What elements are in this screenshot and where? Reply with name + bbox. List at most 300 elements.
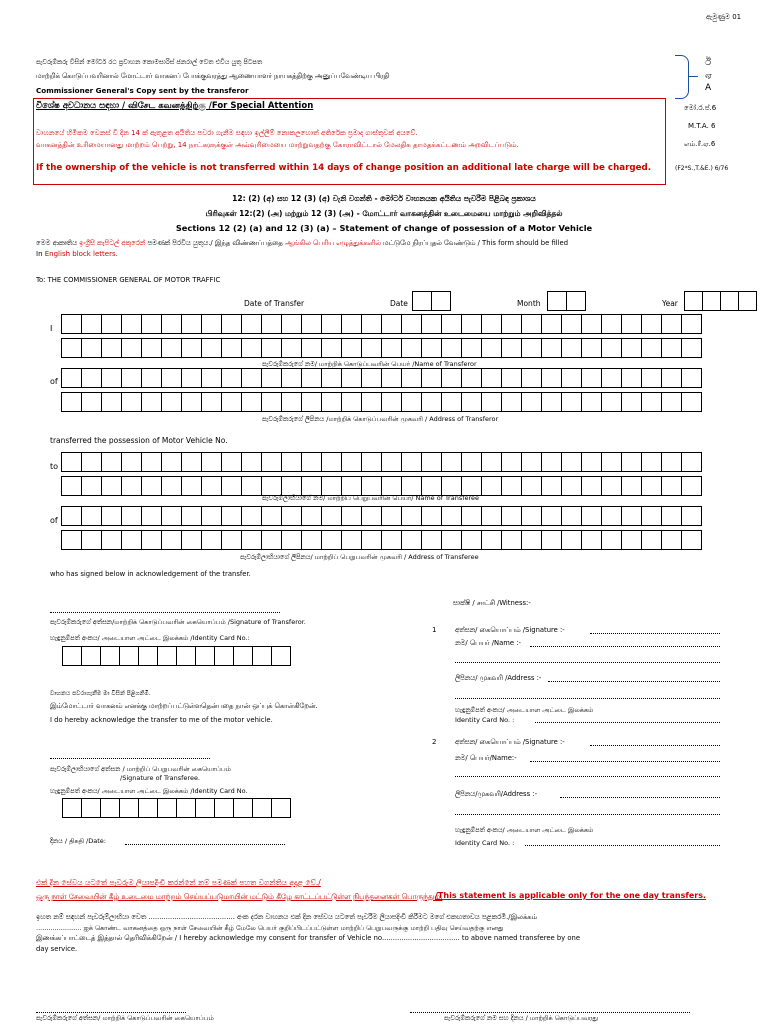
date-input[interactable] xyxy=(412,291,450,311)
letter-box[interactable] xyxy=(321,314,342,334)
letter-box[interactable] xyxy=(281,368,302,388)
letter-box[interactable] xyxy=(271,646,291,666)
letter-box[interactable] xyxy=(681,338,702,358)
letter-box[interactable] xyxy=(101,368,122,388)
letter-box[interactable] xyxy=(421,338,442,358)
letter-box[interactable] xyxy=(401,530,422,550)
letter-box[interactable] xyxy=(421,476,442,496)
letter-box[interactable] xyxy=(221,392,242,412)
letter-box[interactable] xyxy=(181,314,202,334)
letter-box[interactable] xyxy=(181,506,202,526)
letter-box[interactable] xyxy=(281,506,302,526)
letter-box[interactable] xyxy=(221,506,242,526)
letter-box[interactable] xyxy=(321,392,342,412)
letter-box[interactable] xyxy=(441,314,462,334)
witness-1-name-line-2[interactable] xyxy=(455,662,720,663)
letter-box[interactable] xyxy=(61,392,82,412)
letter-box[interactable] xyxy=(141,476,162,496)
letter-box[interactable] xyxy=(101,314,122,334)
witness-2-address-line-2[interactable] xyxy=(455,814,720,815)
letter-box[interactable] xyxy=(301,314,322,334)
letter-box[interactable] xyxy=(101,476,122,496)
transferee-address-row-1[interactable] xyxy=(61,506,701,526)
letter-box[interactable] xyxy=(401,392,422,412)
letter-box[interactable] xyxy=(481,314,502,334)
letter-box[interactable] xyxy=(681,368,702,388)
letter-box[interactable] xyxy=(61,452,82,472)
letter-box[interactable] xyxy=(261,368,282,388)
transferor-id-input[interactable] xyxy=(62,646,290,666)
letter-box[interactable] xyxy=(161,368,182,388)
letter-box[interactable] xyxy=(100,646,120,666)
letter-box[interactable] xyxy=(141,368,162,388)
letter-box[interactable] xyxy=(501,506,522,526)
letter-box[interactable] xyxy=(541,476,562,496)
letter-box[interactable] xyxy=(461,506,482,526)
letter-box[interactable] xyxy=(481,338,502,358)
letter-box[interactable] xyxy=(461,338,482,358)
letter-box[interactable] xyxy=(361,530,382,550)
letter-box[interactable] xyxy=(100,798,120,818)
letter-box[interactable] xyxy=(301,476,322,496)
letter-box[interactable] xyxy=(401,452,422,472)
letter-box[interactable] xyxy=(641,452,662,472)
letter-box[interactable] xyxy=(341,338,362,358)
letter-box[interactable] xyxy=(157,646,177,666)
letter-box[interactable] xyxy=(119,798,139,818)
letter-box[interactable] xyxy=(401,338,422,358)
transferor-address-row-1[interactable] xyxy=(61,368,701,388)
letter-box[interactable] xyxy=(661,476,682,496)
letter-box[interactable] xyxy=(261,452,282,472)
letter-box[interactable] xyxy=(181,368,202,388)
letter-box[interactable] xyxy=(341,368,362,388)
letter-box[interactable] xyxy=(321,506,342,526)
letter-box[interactable] xyxy=(441,338,462,358)
letter-box[interactable] xyxy=(61,506,82,526)
letter-box[interactable] xyxy=(138,798,158,818)
letter-box[interactable] xyxy=(541,314,562,334)
letter-box[interactable] xyxy=(421,530,442,550)
letter-box[interactable] xyxy=(501,392,522,412)
letter-box[interactable] xyxy=(381,452,402,472)
letter-box[interactable] xyxy=(541,506,562,526)
letter-box[interactable] xyxy=(621,392,642,412)
letter-box[interactable] xyxy=(381,530,402,550)
letter-box[interactable] xyxy=(81,392,102,412)
letter-box[interactable] xyxy=(214,798,234,818)
letter-box[interactable] xyxy=(481,506,502,526)
letter-box[interactable] xyxy=(681,530,702,550)
letter-box[interactable] xyxy=(61,368,82,388)
letter-box[interactable] xyxy=(501,452,522,472)
letter-box[interactable] xyxy=(581,452,602,472)
letter-box[interactable] xyxy=(661,506,682,526)
letter-box[interactable] xyxy=(581,476,602,496)
letter-box[interactable] xyxy=(141,392,162,412)
letter-box[interactable] xyxy=(461,392,482,412)
letter-box[interactable] xyxy=(81,314,102,334)
letter-box[interactable] xyxy=(521,530,542,550)
letter-box[interactable] xyxy=(161,476,182,496)
letter-box[interactable] xyxy=(541,338,562,358)
letter-box[interactable] xyxy=(61,476,82,496)
letter-box[interactable] xyxy=(201,452,222,472)
letter-box[interactable] xyxy=(161,530,182,550)
letter-box[interactable] xyxy=(561,314,582,334)
letter-box[interactable] xyxy=(601,338,622,358)
letter-box[interactable] xyxy=(641,476,662,496)
letter-box[interactable] xyxy=(381,392,402,412)
letter-box[interactable] xyxy=(421,392,442,412)
letter-box[interactable] xyxy=(321,476,342,496)
letter-box[interactable] xyxy=(561,506,582,526)
letter-box[interactable] xyxy=(661,314,682,334)
consent-name-date-line[interactable] xyxy=(410,1012,690,1013)
witness-1-name-line[interactable] xyxy=(530,646,720,647)
letter-box[interactable] xyxy=(301,506,322,526)
witness-2-id-line[interactable] xyxy=(525,845,720,846)
letter-box[interactable] xyxy=(221,530,242,550)
letter-box[interactable] xyxy=(461,476,482,496)
letter-box[interactable] xyxy=(421,368,442,388)
letter-box[interactable] xyxy=(561,392,582,412)
transferor-signature-line[interactable] xyxy=(50,612,280,613)
letter-box[interactable] xyxy=(157,798,177,818)
letter-box[interactable] xyxy=(81,338,102,358)
letter-box[interactable] xyxy=(501,314,522,334)
witness-1-address-line[interactable] xyxy=(548,681,720,682)
letter-box[interactable] xyxy=(121,530,142,550)
witness-1-signature-line[interactable] xyxy=(590,633,720,634)
letter-box[interactable] xyxy=(161,338,182,358)
letter-box[interactable] xyxy=(521,392,542,412)
letter-box[interactable] xyxy=(441,392,462,412)
date-line[interactable] xyxy=(125,844,285,845)
letter-box[interactable] xyxy=(401,506,422,526)
letter-box[interactable] xyxy=(195,798,215,818)
letter-box[interactable] xyxy=(201,368,222,388)
witness-1-address-line-2[interactable] xyxy=(455,698,720,699)
letter-box[interactable] xyxy=(261,530,282,550)
letter-box[interactable] xyxy=(61,338,82,358)
letter-box[interactable] xyxy=(121,506,142,526)
letter-box[interactable] xyxy=(561,452,582,472)
letter-box[interactable] xyxy=(381,506,402,526)
letter-box[interactable] xyxy=(461,452,482,472)
witness-2-name-line[interactable] xyxy=(530,761,720,762)
letter-box[interactable] xyxy=(62,646,82,666)
letter-box[interactable] xyxy=(201,392,222,412)
letter-box[interactable] xyxy=(661,452,682,472)
letter-box[interactable] xyxy=(201,338,222,358)
witness-2-address-line[interactable] xyxy=(560,797,720,798)
letter-box[interactable] xyxy=(481,452,502,472)
letter-box[interactable] xyxy=(301,530,322,550)
letter-box[interactable] xyxy=(521,506,542,526)
transferee-name-row-2[interactable] xyxy=(61,476,701,496)
letter-box[interactable] xyxy=(81,452,102,472)
letter-box[interactable] xyxy=(501,476,522,496)
letter-box[interactable] xyxy=(681,452,702,472)
letter-box[interactable] xyxy=(221,368,242,388)
letter-box[interactable] xyxy=(121,392,142,412)
letter-box[interactable] xyxy=(281,338,302,358)
letter-box[interactable] xyxy=(201,314,222,334)
letter-box[interactable] xyxy=(621,368,642,388)
letter-box[interactable] xyxy=(501,530,522,550)
letter-box[interactable] xyxy=(241,338,262,358)
letter-box[interactable] xyxy=(261,392,282,412)
letter-box[interactable] xyxy=(141,530,162,550)
letter-box[interactable] xyxy=(233,798,253,818)
letter-box[interactable] xyxy=(141,314,162,334)
letter-box[interactable] xyxy=(301,392,322,412)
letter-box[interactable] xyxy=(561,368,582,388)
witness-1-id-line[interactable] xyxy=(535,722,720,723)
letter-box[interactable] xyxy=(381,476,402,496)
letter-box[interactable] xyxy=(361,368,382,388)
letter-box[interactable] xyxy=(221,338,242,358)
letter-box[interactable] xyxy=(601,452,622,472)
letter-box[interactable] xyxy=(261,314,282,334)
letter-box[interactable] xyxy=(401,476,422,496)
letter-box[interactable] xyxy=(101,530,122,550)
letter-box[interactable] xyxy=(252,798,272,818)
letter-box[interactable] xyxy=(241,506,262,526)
letter-box[interactable] xyxy=(138,646,158,666)
letter-box[interactable] xyxy=(161,452,182,472)
letter-box[interactable] xyxy=(121,452,142,472)
letter-box[interactable] xyxy=(119,646,139,666)
letter-box[interactable] xyxy=(201,506,222,526)
transferor-address-row-2[interactable] xyxy=(61,392,701,412)
letter-box[interactable] xyxy=(581,506,602,526)
letter-box[interactable] xyxy=(81,368,102,388)
letter-box[interactable] xyxy=(381,314,402,334)
witness-2-name-line-2[interactable] xyxy=(455,776,720,777)
month-input[interactable] xyxy=(547,291,585,311)
letter-box[interactable] xyxy=(361,338,382,358)
letter-box[interactable] xyxy=(321,368,342,388)
letter-box[interactable] xyxy=(101,338,122,358)
letter-box[interactable] xyxy=(421,314,442,334)
letter-box[interactable] xyxy=(421,452,442,472)
letter-box[interactable] xyxy=(441,368,462,388)
letter-box[interactable] xyxy=(195,646,215,666)
letter-box[interactable] xyxy=(161,392,182,412)
letter-box[interactable] xyxy=(361,314,382,334)
letter-box[interactable] xyxy=(176,646,196,666)
letter-box[interactable] xyxy=(421,506,442,526)
letter-box[interactable] xyxy=(521,452,542,472)
letter-box[interactable] xyxy=(581,314,602,334)
letter-box[interactable] xyxy=(261,476,282,496)
letter-box[interactable] xyxy=(621,530,642,550)
letter-box[interactable] xyxy=(541,392,562,412)
letter-box[interactable] xyxy=(241,314,262,334)
letter-box[interactable] xyxy=(341,452,362,472)
letter-box[interactable] xyxy=(241,476,262,496)
letter-box[interactable] xyxy=(233,646,253,666)
letter-box[interactable] xyxy=(121,476,142,496)
letter-box[interactable] xyxy=(401,368,422,388)
letter-box[interactable] xyxy=(581,392,602,412)
letter-box[interactable] xyxy=(641,368,662,388)
letter-box[interactable] xyxy=(361,506,382,526)
letter-box[interactable] xyxy=(621,452,642,472)
letter-box[interactable] xyxy=(441,476,462,496)
letter-box[interactable] xyxy=(161,314,182,334)
letter-box[interactable] xyxy=(81,530,102,550)
letter-box[interactable] xyxy=(481,368,502,388)
letter-box[interactable] xyxy=(201,476,222,496)
letter-box[interactable] xyxy=(341,530,362,550)
letter-box[interactable] xyxy=(641,506,662,526)
letter-box[interactable] xyxy=(321,452,342,472)
letter-box[interactable] xyxy=(541,452,562,472)
letter-box[interactable] xyxy=(521,368,542,388)
letter-box[interactable] xyxy=(281,476,302,496)
transferee-signature-line[interactable] xyxy=(50,758,210,759)
letter-box[interactable] xyxy=(201,530,222,550)
letter-box[interactable] xyxy=(661,392,682,412)
letter-box[interactable] xyxy=(561,530,582,550)
letter-box[interactable] xyxy=(661,338,682,358)
letter-box[interactable] xyxy=(681,314,702,334)
letter-box[interactable] xyxy=(341,314,362,334)
letter-box[interactable] xyxy=(601,506,622,526)
letter-box[interactable] xyxy=(141,338,162,358)
letter-box[interactable] xyxy=(341,506,362,526)
letter-box[interactable] xyxy=(181,476,202,496)
letter-box[interactable] xyxy=(521,338,542,358)
letter-box[interactable] xyxy=(521,314,542,334)
letter-box[interactable] xyxy=(221,476,242,496)
letter-box[interactable] xyxy=(361,452,382,472)
consent-signature-line[interactable] xyxy=(36,1012,186,1013)
letter-box[interactable] xyxy=(601,314,622,334)
transferee-id-input[interactable] xyxy=(62,798,290,818)
letter-box[interactable] xyxy=(581,530,602,550)
letter-box[interactable] xyxy=(281,530,302,550)
letter-box[interactable] xyxy=(261,506,282,526)
letter-box[interactable] xyxy=(176,798,196,818)
witness-2-signature-line[interactable] xyxy=(590,745,720,746)
letter-box[interactable] xyxy=(221,314,242,334)
letter-box[interactable] xyxy=(181,530,202,550)
letter-box[interactable] xyxy=(361,476,382,496)
letter-box[interactable] xyxy=(481,530,502,550)
letter-box[interactable] xyxy=(681,476,702,496)
letter-box[interactable] xyxy=(361,392,382,412)
letter-box[interactable] xyxy=(621,314,642,334)
letter-box[interactable] xyxy=(81,476,102,496)
letter-box[interactable] xyxy=(181,452,202,472)
letter-box[interactable] xyxy=(141,452,162,472)
letter-box[interactable] xyxy=(341,392,362,412)
letter-box[interactable] xyxy=(441,452,462,472)
letter-box[interactable] xyxy=(281,392,302,412)
letter-box[interactable] xyxy=(101,452,122,472)
letter-box[interactable] xyxy=(301,338,322,358)
letter-box[interactable] xyxy=(661,368,682,388)
letter-box[interactable] xyxy=(281,314,302,334)
letter-box[interactable] xyxy=(461,368,482,388)
letter-box[interactable] xyxy=(601,392,622,412)
letter-box[interactable] xyxy=(81,506,102,526)
letter-box[interactable] xyxy=(481,476,502,496)
letter-box[interactable] xyxy=(241,452,262,472)
letter-box[interactable] xyxy=(641,338,662,358)
letter-box[interactable] xyxy=(61,314,82,334)
letter-box[interactable] xyxy=(561,338,582,358)
letter-box[interactable] xyxy=(601,368,622,388)
letter-box[interactable] xyxy=(321,338,342,358)
transferor-name-row-2[interactable] xyxy=(61,338,701,358)
letter-box[interactable] xyxy=(181,392,202,412)
transferee-name-row-1[interactable] xyxy=(61,452,701,472)
letter-box[interactable] xyxy=(121,314,142,334)
letter-box[interactable] xyxy=(521,476,542,496)
letter-box[interactable] xyxy=(281,452,302,472)
letter-box[interactable] xyxy=(681,392,702,412)
letter-box[interactable] xyxy=(641,314,662,334)
letter-box[interactable] xyxy=(461,530,482,550)
letter-box[interactable] xyxy=(381,368,402,388)
letter-box[interactable] xyxy=(121,368,142,388)
letter-box[interactable] xyxy=(214,646,234,666)
letter-box[interactable] xyxy=(61,530,82,550)
letter-box[interactable] xyxy=(561,476,582,496)
letter-box[interactable] xyxy=(321,530,342,550)
letter-box[interactable] xyxy=(501,368,522,388)
transferee-address-row-2[interactable] xyxy=(61,530,701,550)
letter-box[interactable] xyxy=(541,368,562,388)
letter-box[interactable] xyxy=(341,476,362,496)
letter-box[interactable] xyxy=(681,506,702,526)
letter-box[interactable] xyxy=(641,530,662,550)
letter-box[interactable] xyxy=(301,368,322,388)
letter-box[interactable] xyxy=(181,338,202,358)
letter-box[interactable] xyxy=(481,392,502,412)
letter-box[interactable] xyxy=(461,314,482,334)
letter-box[interactable] xyxy=(641,392,662,412)
letter-box[interactable] xyxy=(101,506,122,526)
letter-box[interactable] xyxy=(401,314,422,334)
letter-box[interactable] xyxy=(81,798,101,818)
letter-box[interactable] xyxy=(271,798,291,818)
letter-box[interactable] xyxy=(241,368,262,388)
letter-box[interactable] xyxy=(252,646,272,666)
letter-box[interactable] xyxy=(601,476,622,496)
year-input[interactable] xyxy=(684,291,756,311)
letter-box[interactable] xyxy=(241,530,262,550)
letter-box[interactable] xyxy=(141,506,162,526)
letter-box[interactable] xyxy=(161,506,182,526)
letter-box[interactable] xyxy=(121,338,142,358)
letter-box[interactable] xyxy=(581,338,602,358)
letter-box[interactable] xyxy=(581,368,602,388)
transferor-name-row-1[interactable] xyxy=(61,314,701,334)
letter-box[interactable] xyxy=(301,452,322,472)
letter-box[interactable] xyxy=(621,506,642,526)
letter-box[interactable] xyxy=(441,506,462,526)
letter-box[interactable] xyxy=(661,530,682,550)
letter-box[interactable] xyxy=(621,476,642,496)
letter-box[interactable] xyxy=(441,530,462,550)
letter-box[interactable] xyxy=(381,338,402,358)
